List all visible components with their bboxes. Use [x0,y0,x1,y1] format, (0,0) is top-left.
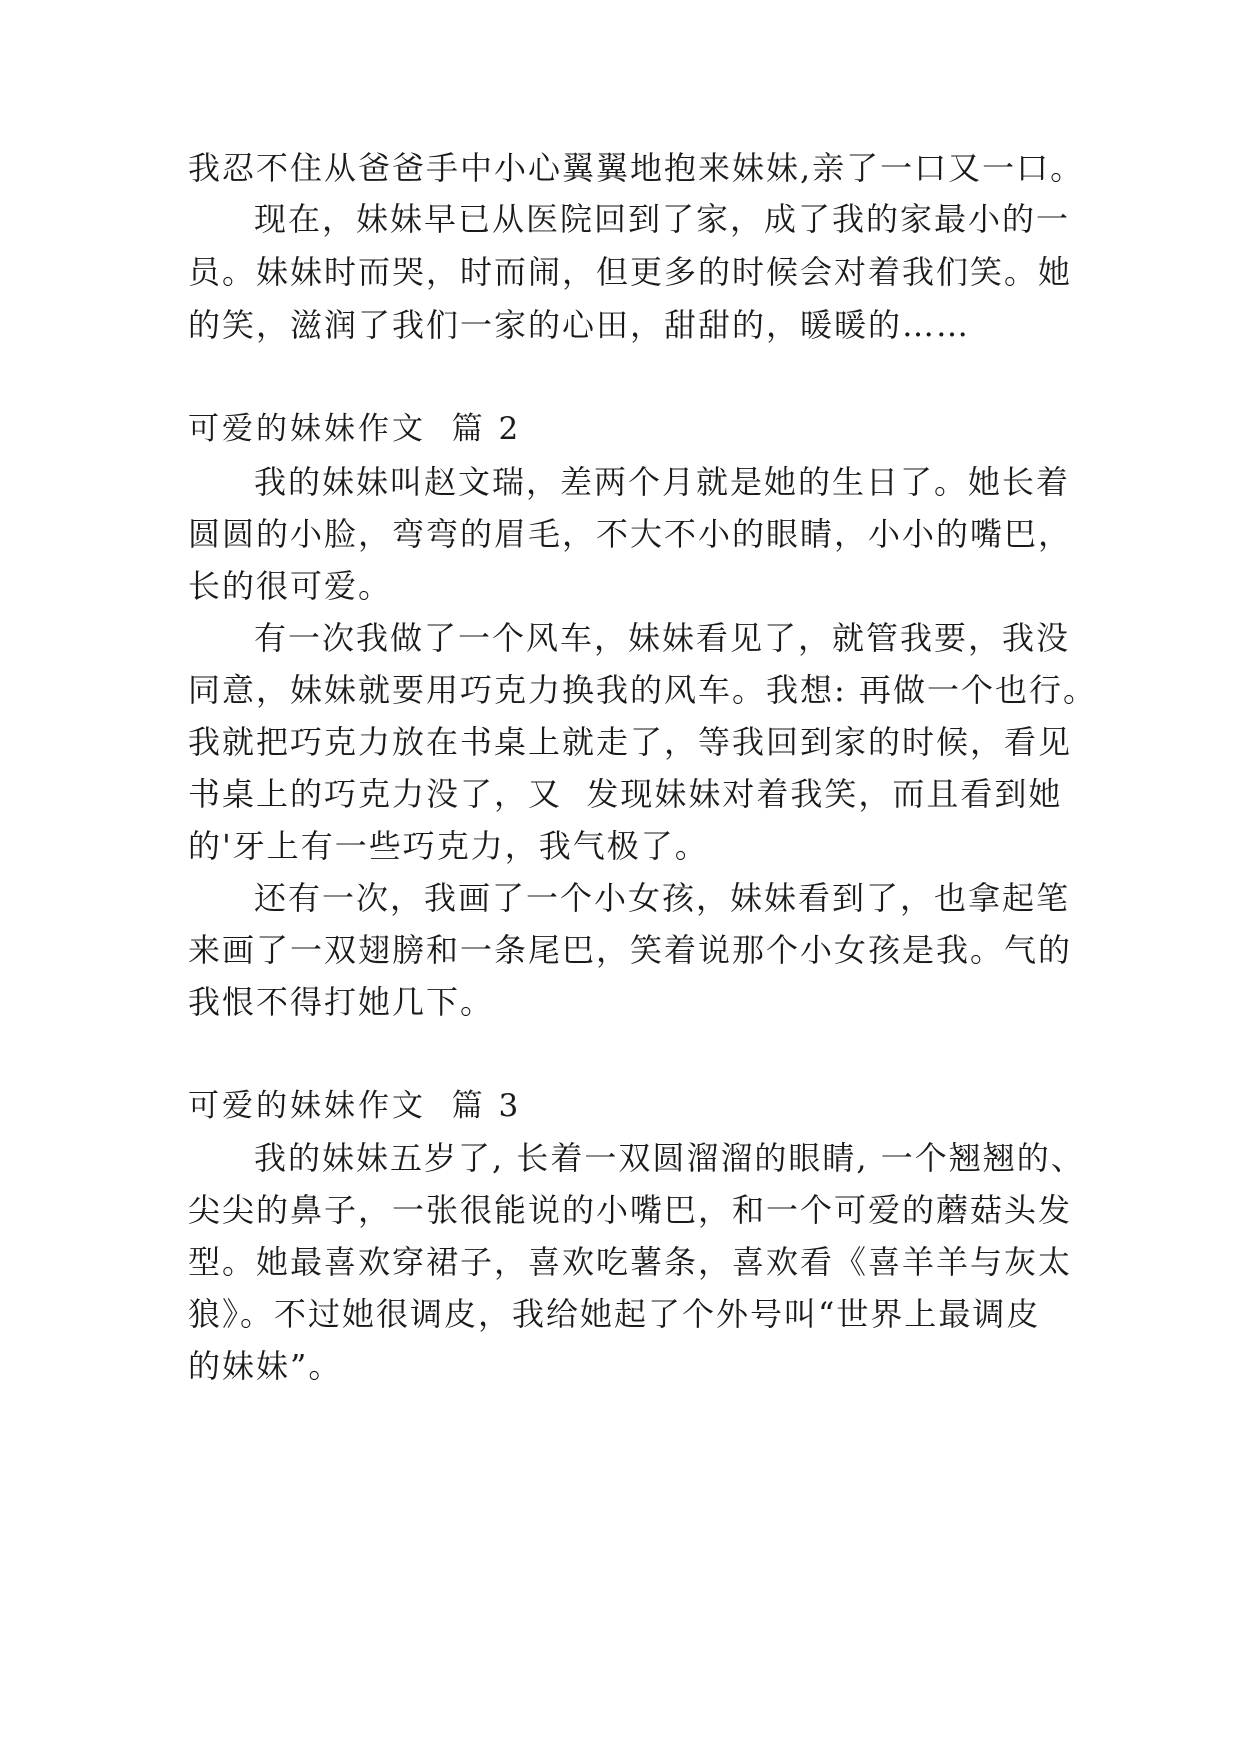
section-3-line-1: 我的妹妹五岁了, 长着一双圆溜溜的眼睛, 一个翘翘的、 [254,1139,1085,1177]
intro-line-2: 现在，妹妹早已从医院回到了家，成了我的家最小的一 [254,200,1071,238]
section-3-line-2: 尖尖的鼻子，一张很能说的小嘴巴，和一个可爱的蘑菇头发 [188,1191,1073,1229]
section-2-line-10: 来画了一双翅膀和一条尾巴，笑着说那个小女孩是我。气的 [188,931,1073,969]
section-2-line-9: 还有一次，我画了一个小女孩，妹妹看到了，也拿起笔 [254,879,1071,917]
section-3-heading: 可爱的妹妹作文 篇 3 [188,1088,522,1124]
intro-line-3: 员。妹妹时而哭，时而闹，但更多的时候会对着我们笑。她 [188,253,1073,291]
intro-line-1: 我忍不住从爸爸手中小心翼翼地抱来妹妹,亲了一口又一口。 [188,149,1085,187]
section-2-line-11: 我恨不得打她几下。 [188,983,495,1021]
section-3-line-5: 的妹妹”。 [188,1347,343,1385]
section-2-line-1: 我的妹妹叫赵文瑞，差两个月就是她的生日了。她长着 [254,463,1071,501]
section-2-line-7: 书桌上的巧克力没了，又 发现妹妹对着我笑，而且看到她 [188,775,1063,813]
section-2-line-5: 同意，妹妹就要用巧克力换我的风车。我想: 再做一个也行。 [188,671,1097,709]
section-3-line-3: 型。她最喜欢穿裙子，喜欢吃薯条，喜欢看《喜羊羊与灰太 [188,1243,1073,1281]
section-2-line-3: 长的很可爱。 [188,567,393,605]
section-2-line-2: 圆圆的小脸，弯弯的眉毛，不大不小的眼睛，小小的嘴巴， [188,515,1073,553]
section-2-line-8: 的'牙上有一些巧克力，我气极了。 [188,827,709,865]
section-3-line-4: 狼》。不过她很调皮，我给她起了个外号叫“世界上最调皮 [188,1295,1041,1333]
section-2-heading: 可爱的妹妹作文 篇 2 [188,411,522,447]
section-2-line-4: 有一次我做了一个风车，妹妹看见了，就管我要，我没 [254,619,1071,657]
intro-line-4: 的笑，滋润了我们一家的心田，甜甜的，暖暖的…… [188,306,971,344]
section-2-line-6: 我就把巧克力放在书桌上就走了，等我回到家的时候，看见 [188,723,1073,761]
